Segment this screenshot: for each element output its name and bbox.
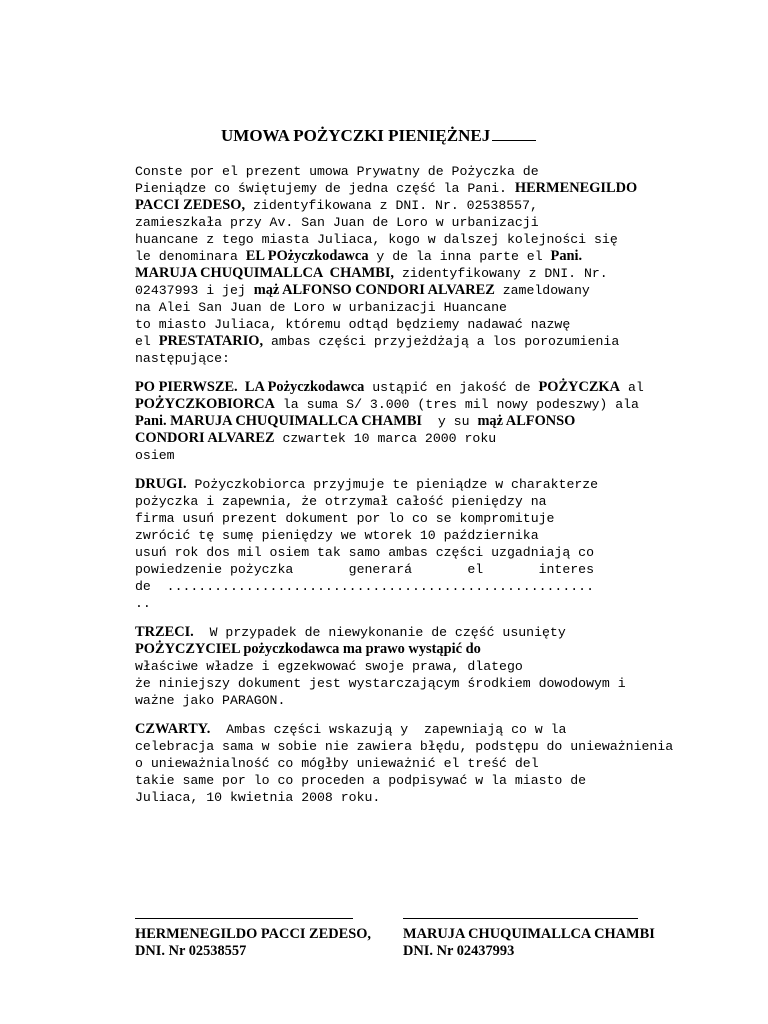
text-line — [135, 674, 626, 691]
body-text: 02437993 i jej — [135, 283, 254, 298]
body-text: osiem — [135, 448, 175, 463]
body-text: celebracja sama w sobie nie zawiera błędu, podstępu do unieważnienia — [135, 739, 674, 754]
body-text: W przypadek de niewykonanie de część usunięty — [193, 625, 566, 640]
body-text: to miasto Juliaca, któremu odtąd będziemy nadawać nazwę — [135, 317, 571, 332]
signature-dni-lender: DNI. Nr 02538557 — [135, 943, 247, 959]
body-text: Pieniądze co świętujemy de jedna część la Pani. — [135, 181, 515, 196]
body-text: zameldowany — [494, 283, 590, 298]
body-text: al — [620, 380, 644, 395]
text-line — [135, 526, 539, 543]
body-text: czwartek 10 marca 2000 roku — [274, 431, 497, 446]
bold-text: PRESTATARIO, — [158, 333, 264, 349]
body-text: zamieszkała przy Av. San Juan de Loro w urbanizacji — [135, 215, 539, 230]
text-line — [135, 657, 523, 674]
bold-text: PACCI ZEDESO, — [135, 197, 246, 213]
text-line — [135, 281, 590, 298]
bold-text: PO PIERWSZE. LA Pożyczkodawca — [135, 379, 365, 395]
body-text: zidentyfikowana z DNI. Nr. 02538557, — [245, 198, 538, 213]
body-text: zwrócić tę sumę pieniędzy we wtorek 10 października — [135, 528, 539, 543]
text-line — [135, 162, 539, 179]
body-text: właściwe władze i egzekwować swoje prawa, dlatego — [135, 659, 523, 674]
bold-text: mąż ALFONSO CONDORI ALVAREZ — [253, 282, 495, 298]
body-text: następujące: — [135, 351, 230, 366]
text-line — [135, 754, 539, 771]
body-text: na Alei San Juan de Loro w urbanizacji Huancane — [135, 300, 507, 315]
body-text: powiedzenie pożyczka generará el interes — [135, 562, 594, 577]
text-line — [135, 623, 566, 640]
signature-line-borrower — [403, 918, 638, 919]
text-line — [135, 196, 538, 213]
text-line — [135, 577, 594, 594]
text-line — [135, 771, 586, 788]
body-text: pożyczka i zapewnia, że otrzymał całość pieniędzy na — [135, 494, 547, 509]
body-text: Ambas części wskazują y zapewniają co w la — [210, 722, 567, 737]
signature-name-borrower: MARUJA CHUQUIMALLCA CHAMBI — [403, 926, 655, 942]
body-text: takie same por lo co proceden a podpisywać w la miasto de — [135, 773, 587, 788]
body-text: el — [135, 334, 159, 349]
bold-text: mąż ALFONSO — [477, 413, 576, 429]
body-text: ustąpić en jakość de — [364, 380, 539, 395]
bold-text: HERMENEGILDO — [514, 180, 638, 196]
text-line — [135, 349, 230, 366]
text-line — [135, 788, 380, 805]
body-text: Pożyczkobiorca przyjmuje te pieniądze w charakterze — [186, 477, 599, 492]
text-line — [135, 332, 619, 349]
bold-text: POŻYCZKA — [538, 379, 621, 395]
body-text: usuń rok dos mil osiem tak samo ambas części uzgadniają co — [135, 545, 594, 560]
text-line — [135, 378, 644, 395]
body-text: y de la inna parte el — [368, 249, 551, 264]
text-line — [135, 429, 496, 446]
bold-text: Pani. — [550, 248, 583, 264]
body-text: y su — [422, 414, 478, 429]
body-text: że niniejszy dokument jest wystarczającym środkiem dowodowym i — [135, 676, 626, 691]
text-line — [135, 315, 570, 332]
body-text: .. — [135, 596, 151, 611]
body-text: ważne jako PARAGON. — [135, 693, 286, 708]
bold-text: DRUGI. — [135, 476, 187, 492]
body-text: Juliaca, 10 kwietnia 2008 roku. — [135, 790, 381, 805]
signature-line-lender — [135, 918, 353, 919]
bold-text: CZWARTY. — [135, 721, 211, 737]
text-line — [135, 594, 151, 611]
text-line — [135, 298, 507, 315]
text-line — [135, 179, 637, 196]
text-line — [135, 543, 594, 560]
body-text: o unieważnialność co mógłby unieważnić el treść del — [135, 756, 539, 771]
text-line — [135, 247, 582, 264]
text-line — [135, 492, 547, 509]
text-line — [135, 475, 598, 492]
text-line — [135, 720, 566, 737]
body-text: huancane z tego miasta Juliaca, kogo w dalszej kolejności się — [135, 232, 618, 247]
text-line — [135, 640, 481, 657]
body-text: Conste por el prezent umowa Prywatny de Pożyczka de — [135, 164, 539, 179]
bold-text: CONDORI ALVAREZ — [135, 430, 275, 446]
text-line — [135, 230, 618, 247]
bold-text: MARUJA CHUQUIMALLCA CHAMBI, — [135, 265, 395, 281]
document-title — [221, 126, 641, 146]
body-text: le denominara — [135, 249, 246, 264]
text-line — [135, 395, 639, 412]
body-text: firma usuń prezent dokument por lo co se kompromituje — [135, 511, 555, 526]
text-line — [135, 412, 575, 429]
body-text: zidentyfikowany z DNI. Nr. — [394, 266, 608, 281]
text-line — [135, 446, 175, 463]
text-line — [135, 737, 673, 754]
text-line — [135, 213, 539, 230]
document-title-text: UMOWA POŻYCZKI PIENIĘŻNEJ — [221, 126, 491, 145]
text-line — [135, 264, 608, 281]
text-line — [135, 560, 594, 577]
body-text: de ...................................................... — [135, 579, 594, 594]
body-text: ambas części przyjeżdżają a los porozumienia — [263, 334, 620, 349]
signature-dni-borrower: DNI. Nr 02437993 — [403, 943, 515, 959]
title-underline — [492, 139, 536, 141]
signature-name-lender: HERMENEGILDO PACCI ZEDESO, — [135, 926, 372, 942]
bold-text: POŻYCZKOBIORCA — [135, 396, 275, 412]
text-line — [135, 509, 554, 526]
bold-text: POŻYCZYCIEL pożyczkodawca ma prawo wystąpić do — [135, 641, 481, 657]
body-text: la suma S/ 3.000 (tres mil nowy podeszwy) ala — [274, 397, 639, 412]
bold-text: Pani. MARUJA CHUQUIMALLCA CHAMBI — [135, 413, 423, 429]
bold-text: TRZECI. — [135, 624, 194, 640]
text-line — [135, 691, 285, 708]
bold-text: EL POżyczkodawca — [245, 248, 369, 264]
